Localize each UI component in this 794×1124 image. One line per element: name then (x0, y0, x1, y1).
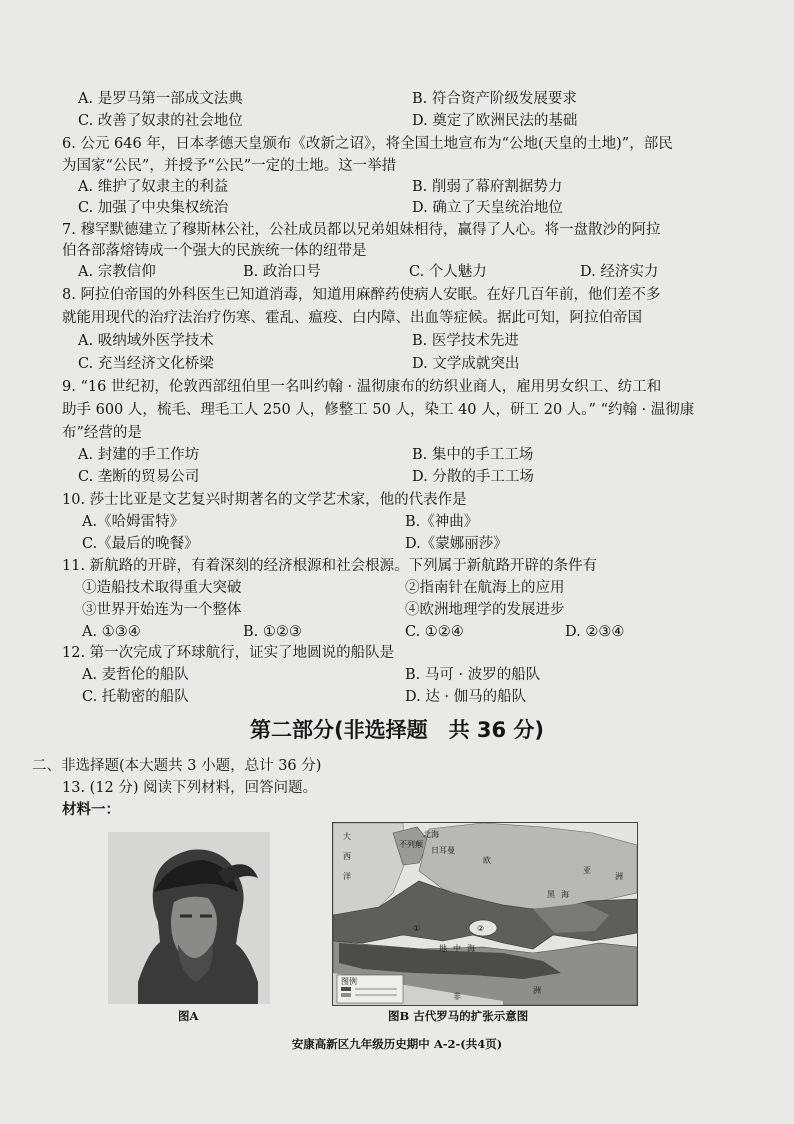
map-label-1: 大 (343, 832, 351, 841)
q9-option-c: C. 垄断的贸易公司 (78, 469, 200, 485)
map-label-14: 地 (439, 944, 447, 953)
q5-option-b: B. 符合资产阶级发展要求 (412, 91, 577, 107)
q10-option-b: B.《神曲》 (405, 514, 479, 530)
part2-heading: 二、非选择题(本大题共 3 小题，总计 36 分) (32, 758, 322, 774)
map-label-17: 非 (453, 992, 461, 1001)
q10-option-c: C.《最后的晚餐》 (82, 536, 199, 552)
q6-option-d: D. 确立了天皇统治地位 (412, 200, 563, 216)
map-label-5: 不列颠 (399, 840, 423, 849)
map-label-18: 洲 (533, 986, 541, 995)
q9-option-a: A. 封建的手工作坊 (78, 447, 200, 463)
map-label-13: ② (477, 924, 485, 933)
map-label-4: 日耳曼 (431, 846, 455, 855)
q12-option-c: C. 托勒密的船队 (82, 689, 189, 705)
roman-expansion-map (333, 823, 637, 1005)
map-label-11: 海 (561, 890, 569, 899)
page-footer: 安康高新区九年级历史期中 A-2-(共4页) (291, 1037, 503, 1051)
bust-illustration (108, 832, 270, 1004)
q9-option-d: D. 分散的手工工场 (412, 469, 534, 485)
q7-option-a: A. 宗教信仰 (78, 264, 156, 280)
q8-stem-line2: 就能用现代的治疗法治疗伤寒、霍乱、瘟疫、白内障、出血等症候。据此可知，阿拉伯帝国 (62, 310, 642, 326)
map-label-2: 北海 (423, 830, 439, 839)
q10-option-a: A.《哈姆雷特》 (82, 514, 185, 530)
q11-stem: 11. 新航路的开辟，有着深刻的经济根源和社会根源。下列属于新航路开辟的条件有 (62, 558, 598, 574)
q12-option-d: D. 达 · 伽马的船队 (405, 689, 527, 705)
map-label-6: 洋 (343, 872, 351, 881)
q11-option-b: B. ①②③ (243, 624, 302, 640)
q7-option-c: C. 个人魅力 (409, 264, 487, 280)
map-label-15: 中 (453, 944, 461, 953)
q6-option-b: B. 削弱了幕府割据势力 (412, 179, 563, 195)
q8-option-b: B. 医学技术先进 (412, 333, 519, 349)
q11-option-d: D. ②③④ (565, 624, 625, 640)
q9-stem-line2: 助手 600 人，梳毛、理毛工人 250 人，修整工 50 人，染工 40 人，研工 20 人。” “约翰 · 温彻康 (62, 402, 695, 418)
q11-option-a: A. ①③④ (82, 624, 141, 640)
q12-option-a: A. 麦哲伦的船队 (82, 667, 189, 683)
map-label-9: 洲 (615, 872, 623, 881)
q7-stem-line1: 7. 穆罕默德建立了穆斯林公社，公社成员都以兄弟姐妹相待，赢得了人心。将一盘散沙的阿拉 (62, 222, 661, 238)
q5-option-d: D. 奠定了欧洲民法的基础 (412, 113, 578, 129)
map-legend-title: 图例 (341, 977, 357, 986)
figure-a-caption: 图A (178, 1009, 199, 1023)
q6-stem-line2: 为国家“公民”，并授予“公民”一定的土地。这一举措 (62, 158, 397, 174)
q11-statement-2: ②指南针在航海上的应用 (405, 580, 565, 596)
map-label-12: ① (413, 924, 421, 933)
q6-stem-line1: 6. 公元 646 年，日本孝德天皇颁布《改新之诏》，将全国土地宣布为“公地(天皇的土地)”，部民 (62, 136, 673, 152)
q8-option-d: D. 文学成就突出 (412, 356, 520, 372)
q5-option-a: A. 是罗马第一部成文法典 (78, 91, 243, 107)
q11-option-c: C. ①②④ (405, 624, 464, 640)
q9-stem-line1: 9. “16 世纪初，伦敦西部纽伯里一名叫约翰 · 温彻康布的纺织业商人，雇用男女织工、纺工和 (62, 379, 662, 395)
q11-statement-1: ①造船技术取得重大突破 (82, 580, 242, 596)
section-title: 第二部分(非选择题 共 36 分) (249, 718, 545, 742)
map-label-3: 西 (343, 852, 351, 861)
q10-stem: 10. 莎士比亚是文艺复兴时期著名的文学艺术家，他的代表作是 (62, 492, 467, 508)
q9-option-b: B. 集中的手工工场 (412, 447, 534, 463)
q6-option-c: C. 加强了中央集权统治 (78, 200, 229, 216)
q12-stem: 12. 第一次完成了环球航行，证实了地圆说的船队是 (62, 645, 395, 661)
q8-option-c: C. 充当经济文化桥梁 (78, 356, 214, 372)
figure-a-bust (108, 832, 270, 1004)
q7-option-b: B. 政治口号 (243, 264, 321, 280)
q8-option-a: A. 吸纳域外医学技术 (78, 333, 214, 349)
figure-b-map (332, 822, 638, 1006)
q11-statement-3: ③世界开始连为一个整体 (82, 602, 242, 618)
q10-option-d: D.《蒙娜丽莎》 (405, 536, 508, 552)
map-label-16: 海 (467, 944, 475, 953)
q9-stem-line3: 布”经营的是 (62, 425, 142, 441)
material-1-label: 材料一： (62, 801, 120, 818)
q7-option-d: D. 经济实力 (580, 264, 659, 280)
q6-option-a: A. 维护了奴隶主的利益 (78, 179, 229, 195)
q8-stem-line1: 8. 阿拉伯帝国的外科医生已知道消毒，知道用麻醉药使病人安眠。在好几百年前，他们差不多 (62, 287, 661, 303)
map-label-7: 欧 (483, 856, 491, 865)
map-label-10: 黑 (547, 890, 555, 899)
q5-option-c: C. 改善了奴隶的社会地位 (78, 113, 243, 129)
figure-b-caption: 图B 古代罗马的扩张示意图 (388, 1009, 529, 1023)
q13-stem: 13. (12 分) 阅读下列材料，回答问题。 (62, 780, 318, 796)
q12-option-b: B. 马可 · 波罗的船队 (405, 667, 541, 683)
q11-statement-4: ④欧洲地理学的发展进步 (405, 602, 565, 618)
q7-stem-line2: 伯各部落熔铸成一个强大的民族统一体的纽带是 (62, 243, 367, 259)
map-label-8: 亚 (583, 866, 591, 875)
